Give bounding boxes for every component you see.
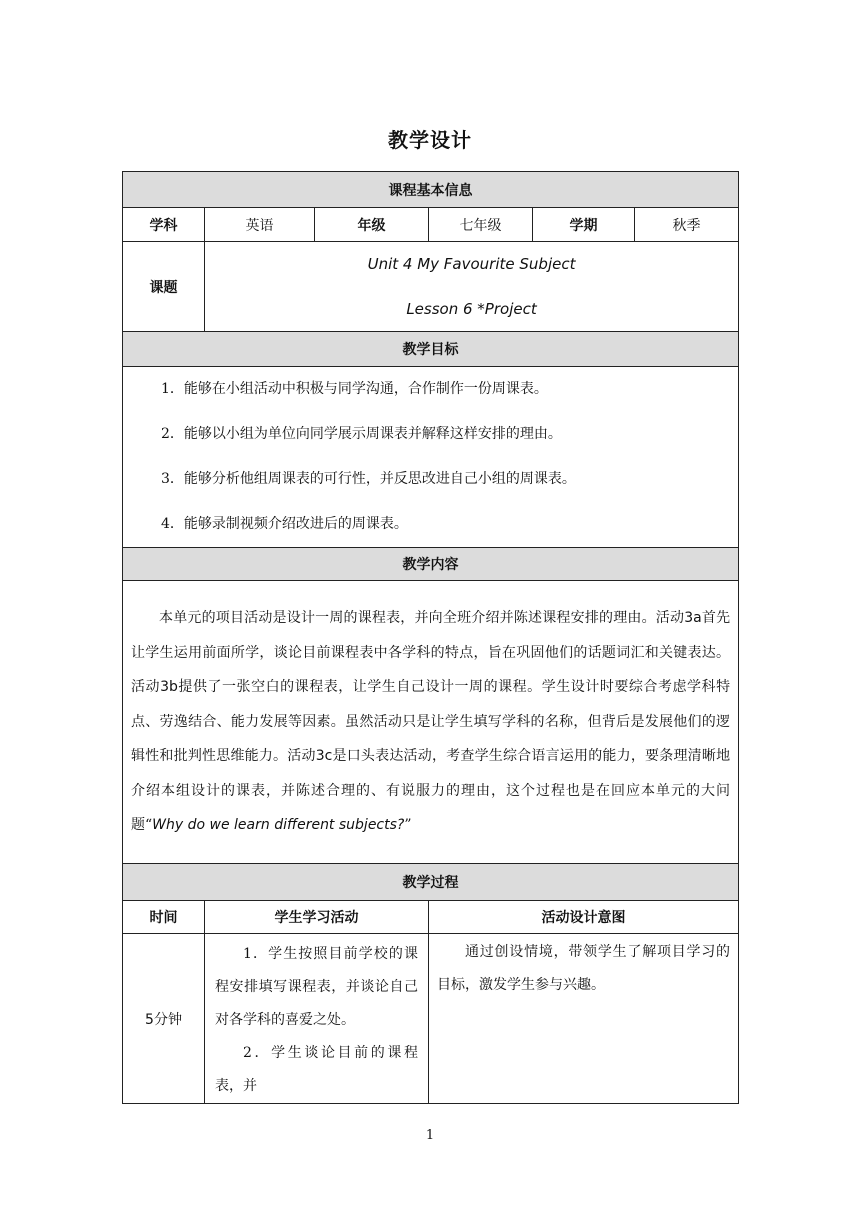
activity-item: 1．学生按照目前学校的课程安排填写课程表，并谈论自己对各学科的喜爱之处。 — [215, 946, 418, 1028]
col-header-time: 时间 — [123, 901, 205, 934]
topic-lesson: Lesson 6 *Project — [406, 300, 537, 318]
content-seg-1: 本单元的项目活动是设计一周的课程表，并向全班介绍并陈述课程安排的理由。活动 — [159, 610, 685, 627]
term-value: 秋季 — [635, 208, 739, 242]
goal-item: 3．能够分析他组周课表的可行性，并反思改进自己小组的周课表。 — [161, 471, 576, 487]
content-seg-3: 提供了一张空白的课程表，让学生自己设计一周的课程。学生设计时要综合考虑学科特点、劳逸结合、能力发展等因素。虽然活动只是让学生填写学科的名称，但背后是发展他们的逻辑性和批判性思维能力。活动 — [131, 679, 731, 765]
goals-cell — [123, 367, 739, 548]
intent-text: 通过创设情境，带领学生了解项目学习的目标，激发学生参与兴趣。 — [437, 944, 731, 993]
intent-cell — [429, 934, 739, 1104]
time-number: 5 — [145, 1011, 154, 1028]
activity-item: 2．学生谈论目前的课程表，并 — [215, 1045, 418, 1094]
col-header-activity: 学生学习活动 — [205, 901, 429, 934]
lesson-plan-table — [122, 171, 739, 1104]
subject-value: 英语 — [205, 208, 315, 242]
content-seg-2: 首先让学生运用前面所学，谈论目前课程表中各学科的特点，旨在巩固他们的话题词汇和关键表达。活动 — [131, 610, 731, 696]
activity-cell — [205, 934, 429, 1104]
topic-label: 课题 — [123, 242, 205, 332]
col-header-intent: 活动设计意图 — [429, 901, 739, 934]
topic-unit: Unit 4 My Favourite Subject — [367, 255, 576, 273]
subject-label: 学科 — [123, 208, 205, 242]
content-paragraph — [123, 601, 738, 843]
content-cell — [123, 581, 739, 864]
page-number: 1 — [425, 1128, 435, 1143]
goal-item: 2．能够以小组为单位向同学展示周课表并解释这样安排的理由。 — [161, 426, 562, 442]
goal-item: 4．能够录制视频介绍改进后的周课表。 — [161, 516, 408, 532]
activity-3b: 3b — [160, 679, 178, 696]
activity-3c: 3c — [315, 748, 333, 765]
content-seg-4: 是口头表达活动，考查学生综合语言运用的能力，要条理清晰地介绍本组设计的课表，并陈述合理的、有说服力的理由，这个过程也是在回应本单元的大问题“ — [131, 748, 731, 834]
content-header: 教学内容 — [123, 548, 739, 581]
goal-item: 1．能够在小组活动中积极与同学沟通，合作制作一份周课表。 — [161, 381, 548, 397]
term-label: 学期 — [533, 208, 635, 242]
grade-value: 七年级 — [429, 208, 533, 242]
page-title: 教学设计 — [388, 128, 472, 152]
big-question: Why do we learn different subjects? — [152, 817, 405, 834]
basic-info-header: 课程基本信息 — [123, 172, 739, 208]
content-seg-5: ” — [404, 817, 412, 834]
topic-cell — [205, 242, 739, 332]
time-unit: 分钟 — [153, 1011, 182, 1028]
time-cell — [123, 934, 205, 1104]
process-header: 教学过程 — [123, 864, 739, 901]
activity-3a: 3a — [684, 610, 702, 627]
goals-header: 教学目标 — [123, 332, 739, 367]
grade-label: 年级 — [315, 208, 429, 242]
